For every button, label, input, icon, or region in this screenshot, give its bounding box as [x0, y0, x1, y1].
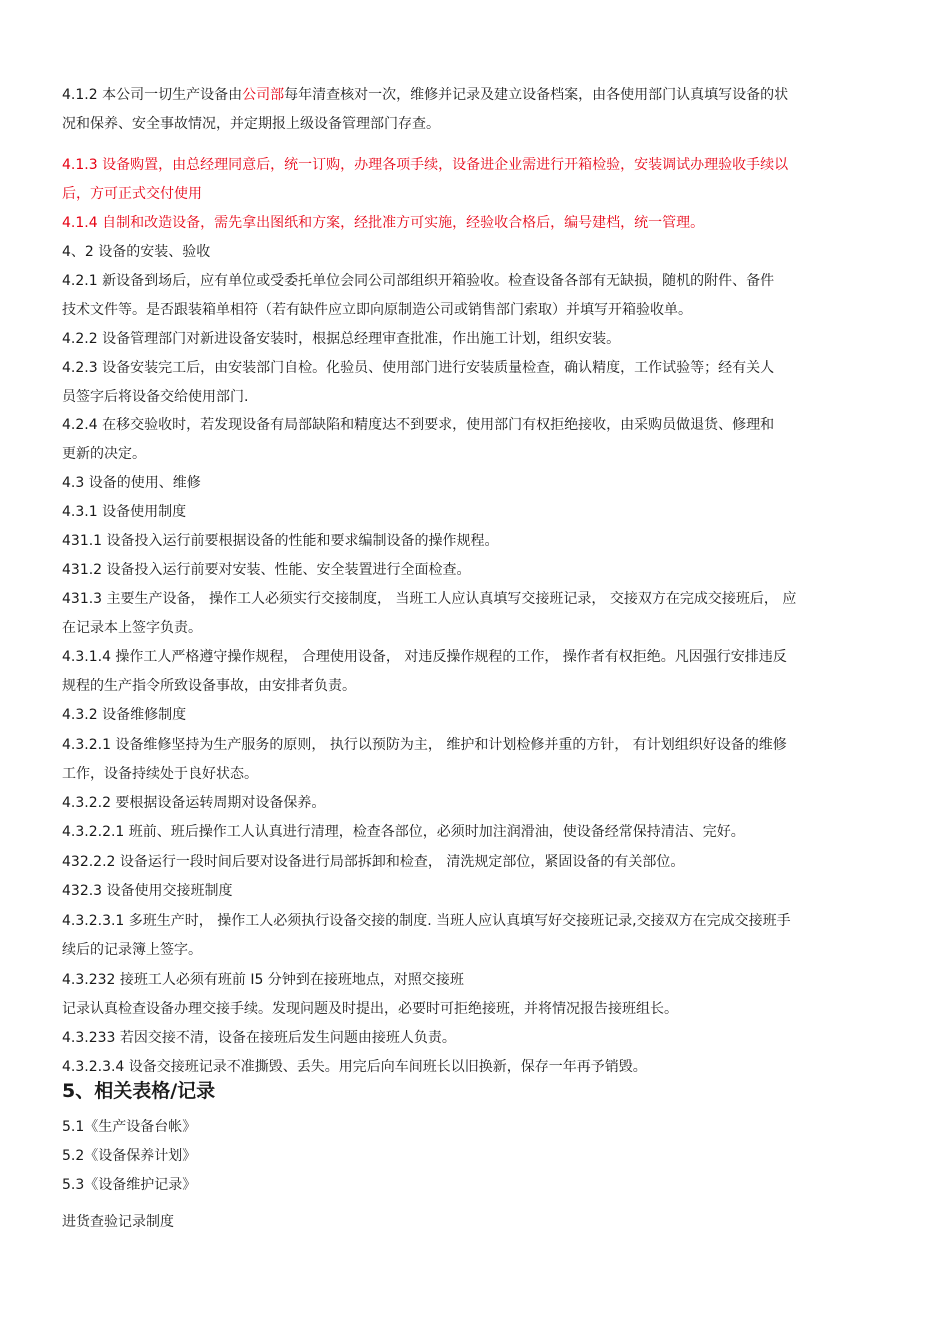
- next-section-title: 进货查验记录制度: [62, 1214, 174, 1230]
- para-4-3-2-1-line-1: 4.3.2.1 设备维修坚持为生产服务的原则， 执行以预防为主， 维护和计划检修并重的方针， 有计划组织好设备的维修: [62, 737, 787, 753]
- highlighted-text: 公司部: [242, 87, 285, 103]
- section-4-3-2-title: 4.3.2 设备维修制度: [62, 707, 187, 723]
- para-4-3-2-3-2-line-2: 记录认真检查设备办理交接手续。发现问题及时提出，必要时可拒绝接班，并将情况报告接班组长。: [62, 1001, 678, 1017]
- para-4-2-1-line-1: 4.2.1 新设备到场后，应有单位或受委托单位会同公司部组织开箱验收。检查设备各部有无缺损，随机的附件、备件: [62, 273, 775, 289]
- text-run: 每年清查核对一次，维修并记录及建立设备档案，由各使用部门认真填写设备的状: [284, 87, 789, 103]
- para-4-3-2-2: 4.3.2.2 要根据设备运转周期对设备保养。: [62, 795, 326, 811]
- para-4-2-4-line-2: 更新的决定。: [62, 446, 146, 462]
- section-4-3-title: 4.3 设备的使用、维修: [62, 475, 201, 491]
- record-item-5-3: 5.3《设备维护记录》: [62, 1177, 197, 1193]
- para-4-3-1-3-line-2: 在记录本上签字负责。: [62, 620, 202, 636]
- para-4-2-2: 4.2.2 设备管理部门对新进设备安装时，根据总经理审查批准，作出施工计划，组织安装。: [62, 331, 621, 347]
- para-4-2-1-line-2: 技术文件等。是否跟装箱单相符（若有缺件应立即向原制造公司或销售部门索取）并填写开箱验收单。: [62, 302, 692, 318]
- para-4-3-2-3-3: 4.3.233 若因交接不清，设备在接班后发生问题由接班人负责。: [62, 1030, 456, 1046]
- para-4-3-2-3-4: 4.3.2.3.4 设备交接班记录不准撕毁、丢失。用完后向车间班长以旧换新，保存一年再予销毁。: [62, 1059, 647, 1075]
- para-4-3-2-3-1-line-2: 续后的记录簿上签字。: [62, 942, 202, 958]
- section-4-2-title: 4、2 设备的安装、验收: [62, 244, 211, 260]
- section-4-3-1-title: 4.3.1 设备使用制度: [62, 504, 187, 520]
- text-run: 4.1.2 本公司一切生产设备由: [62, 87, 243, 103]
- para-4-3-1-3-line-1: 431.3 主要生产设备， 操作工人必须实行交接制度， 当班工人应认真填写交接班记录， 交接双方在完成交接班后， 应: [62, 591, 797, 607]
- para-4-3-1-4-line-1: 4.3.1.4 操作工人严格遵守操作规程， 合理使用设备， 对违反操作规程的工作， 操作者有权拒绝。凡因强行安排违反: [62, 649, 787, 665]
- para-4-1-3-line-1: 4.1.3 设备购置，由总经理同意后，统一订购，办理各项手续，设备进企业需进行开箱检验，安装调试办理验收手续以: [62, 157, 789, 173]
- para-4-3-2-2-1: 4.3.2.2.1 班前、班后操作工人认真进行清理，检查各部位，必须时加注润滑油，使设备经常保持清洁、完好。: [62, 824, 745, 840]
- para-4-3-2-1-line-2: 工作，设备持续处于良好状态。: [62, 766, 258, 782]
- para-4-2-4-line-1: 4.2.4 在移交验收时，若发现设备有局部缺陷和精度达不到要求，使用部门有权拒绝接收，由采购员做退货、修理和: [62, 417, 775, 433]
- para-4-3-2-3-2-line-1: 4.3.232 接班工人必须有班前 I5 分钟到在接班地点，对照交接班: [62, 972, 464, 988]
- para-4-2-3-line-2: 员签字后将设备交给使用部门.: [62, 389, 249, 405]
- para-4-1-3-line-2: 后，方可正式交付使用: [62, 186, 202, 202]
- para-4-1-2-line-1: [62, 81, 886, 110]
- para-4-2-3-line-1: 4.2.3 设备安装完工后，由安装部门自检。化验员、使用部门进行安装质量检查，确认精度，工作试验等；经有关人: [62, 360, 775, 376]
- section-4-3-2-3-title: 432.3 设备使用交接班制度: [62, 883, 233, 899]
- para-4-1-2-line-2: 况和保养、安全事故情况，并定期报上级设备管理部门存查。: [62, 116, 440, 132]
- para-4-3-2-2-2: 432.2.2 设备运行一段时间后要对设备进行局部拆卸和检查， 清洗规定部位，紧固设备的有关部位。: [62, 854, 685, 870]
- para-4-3-1-4-line-2: 规程的生产指令所致设备事故，由安排者负责。: [62, 678, 356, 694]
- para-4-1-4: 4.1.4 自制和改造设备，需先拿出图纸和方案，经批准方可实施，经验收合格后，编号建档，统一管理。: [62, 215, 705, 231]
- section-5-heading: 5、相关表格/记录: [62, 1080, 216, 1102]
- record-item-5-2: 5.2《设备保养计划》: [62, 1148, 197, 1164]
- para-4-3-2-3-1-line-1: 4.3.2.3.1 多班生产时， 操作工人必须执行设备交接的制度. 当班人应认真填写好交接班记录,交接双方在完成交接班手: [62, 913, 791, 929]
- record-item-5-1: 5.1《生产设备台帐》: [62, 1119, 197, 1135]
- para-4-3-1-2: 431.2 设备投入运行前要对安装、性能、安全装置进行全面检查。: [62, 562, 471, 578]
- para-4-3-1-1: 431.1 设备投入运行前要根据设备的性能和要求编制设备的操作规程。: [62, 533, 499, 549]
